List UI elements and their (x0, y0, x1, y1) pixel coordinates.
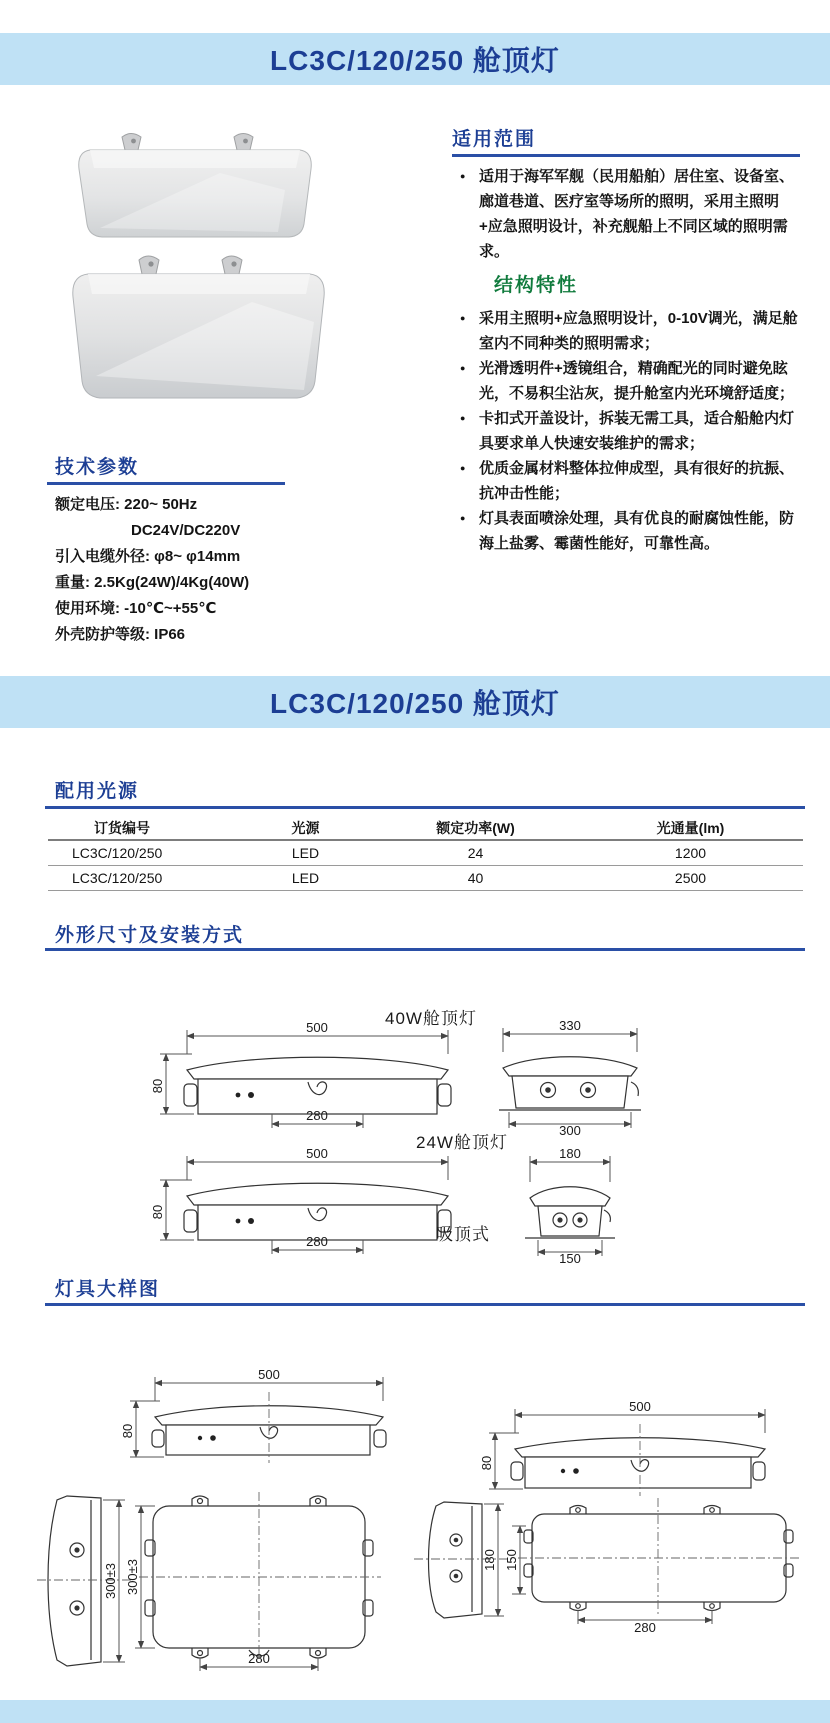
dim-label: 150 (504, 1549, 519, 1571)
column-header: 额定功率(W) (436, 820, 515, 836)
cell-power: 24 (467, 845, 484, 861)
drawing-40w-side-view (150, 1020, 460, 1132)
dim-label: 280 (306, 1108, 328, 1123)
section-heading-tech-params: 技术参数 (55, 457, 140, 478)
dim-label: 500 (306, 1020, 328, 1035)
label-mount-type: 吸顶式 (436, 1225, 490, 1244)
dim-label: 80 (150, 1078, 165, 1094)
light-source-table (48, 817, 803, 891)
cell-flux: 2500 (674, 870, 707, 886)
list-item: ● 采用主照明+应急照明设计，0-10V调光，满足舱室内不同种类的照明需求； (460, 306, 806, 356)
section-heading-features: 结构特性 (494, 275, 579, 296)
list-item: ● 光滑透明件+透镜组合，精确配光的同时避免眩光，不易积尘沾灰，提升舱室内光环境舒适度； (460, 356, 806, 406)
tech-line: DC24V/DC220V (131, 522, 241, 539)
product-photo-lamp-40w (70, 128, 320, 246)
drawing-detail-plan-right (410, 1492, 810, 1634)
features-list (460, 306, 806, 556)
mounting-tab-icon (122, 134, 253, 151)
dim-label: 500 (306, 1146, 328, 1161)
dim-label: 80 (479, 1455, 494, 1471)
cell-order-number: LC3C/120/250 (72, 870, 163, 886)
header-bar (0, 33, 830, 85)
tech-line: 重量: 2.5Kg(24W)/4Kg(40W) (55, 574, 250, 591)
application-list (460, 164, 800, 264)
dim-label: 300 (559, 1123, 581, 1136)
dim-label: 330 (559, 1018, 581, 1033)
table-row (48, 841, 803, 866)
drawing-detail-side-left (100, 1366, 390, 1466)
tech-line: 额定电压: 220~ 50Hz (55, 496, 198, 513)
drawing-detail-side-right (455, 1398, 775, 1498)
section-heading-detail: 灯具大样图 (55, 1279, 161, 1300)
dim-label: 280 (634, 1620, 656, 1634)
table-header-row (48, 817, 803, 841)
label-40w: 40W舱顶灯 (385, 1009, 477, 1028)
cell-flux: 1200 (674, 845, 707, 861)
section-heading-light-source: 配用光源 (55, 781, 140, 802)
section-underline (452, 154, 800, 157)
list-item: ● 灯具表面喷涂处理，具有优良的耐腐蚀性能，防海上盐雾、霉菌性能好，可靠性高。 (460, 506, 806, 556)
label-24w: 24W舱顶灯 (416, 1133, 508, 1152)
dim-label: 500 (629, 1399, 651, 1414)
dim-label: 180 (559, 1146, 581, 1161)
page-title-2: LC3C/120/250 舱顶灯 (270, 688, 560, 719)
drawing-24w-end-view (505, 1146, 635, 1264)
drawing-detail-plan-left (35, 1488, 385, 1674)
drawing-24w-side-view (150, 1146, 460, 1258)
section-heading-application: 适用范围 (452, 129, 537, 150)
footer-bar (0, 1700, 830, 1723)
lamp-highlight (90, 150, 300, 168)
dim-label: 150 (559, 1251, 581, 1264)
list-item: ● 优质金属材料整体拉伸成型，具有很好的抗振、抗冲击性能； (460, 456, 806, 506)
dim-label: 280 (248, 1651, 270, 1666)
list-item: ● 适用于海军军舰（民用船舶）居住室、设备室、廊道巷道、医疗室等场所的照明，采用主照明+应急照明设计，补充舰船上不同区域的照明需求。 (460, 164, 800, 264)
section-heading-dimensions: 外形尺寸及安装方式 (55, 925, 245, 946)
list-item: ● 卡扣式开盖设计，拆装无需工具，适合船舱内灯具要求单人快速安装维护的需求； (460, 406, 806, 456)
section-underline (47, 482, 285, 485)
dim-label: 280 (306, 1234, 328, 1249)
drawing-40w-end-view (485, 1018, 655, 1136)
lamp-highlight (88, 274, 310, 294)
column-header: 光源 (291, 820, 320, 836)
dim-label: 300±3 (125, 1558, 140, 1596)
dim-label: 300±3 (103, 1562, 118, 1600)
mounting-tab-icon (139, 256, 242, 274)
cell-order-number: LC3C/120/250 (72, 845, 163, 861)
dim-label: 180 (482, 1549, 497, 1571)
tech-line: 引入电缆外径: φ8~ φ14mm (55, 548, 241, 565)
tech-params-block (55, 492, 415, 648)
column-header: 订货编号 (94, 820, 150, 836)
section-underline (45, 1303, 805, 1306)
table-row (48, 866, 803, 891)
page-title: LC3C/120/250 舱顶灯 (270, 45, 560, 76)
dim-label: 80 (150, 1204, 165, 1220)
tech-line: 外壳防护等级: IP66 (55, 626, 186, 643)
section-underline (45, 806, 805, 809)
dim-label: 80 (120, 1423, 135, 1439)
column-header: 光通量(lm) (656, 820, 725, 836)
product-photo-lamp-24w (62, 250, 337, 405)
cell-power: 40 (467, 870, 484, 886)
cell-source: LED (291, 870, 320, 886)
section-underline (45, 948, 805, 951)
header-bar-2 (0, 676, 830, 728)
tech-line: 使用环境: -10℃~+55℃ (55, 600, 217, 617)
dim-label: 500 (258, 1367, 280, 1382)
cell-source: LED (291, 845, 320, 861)
